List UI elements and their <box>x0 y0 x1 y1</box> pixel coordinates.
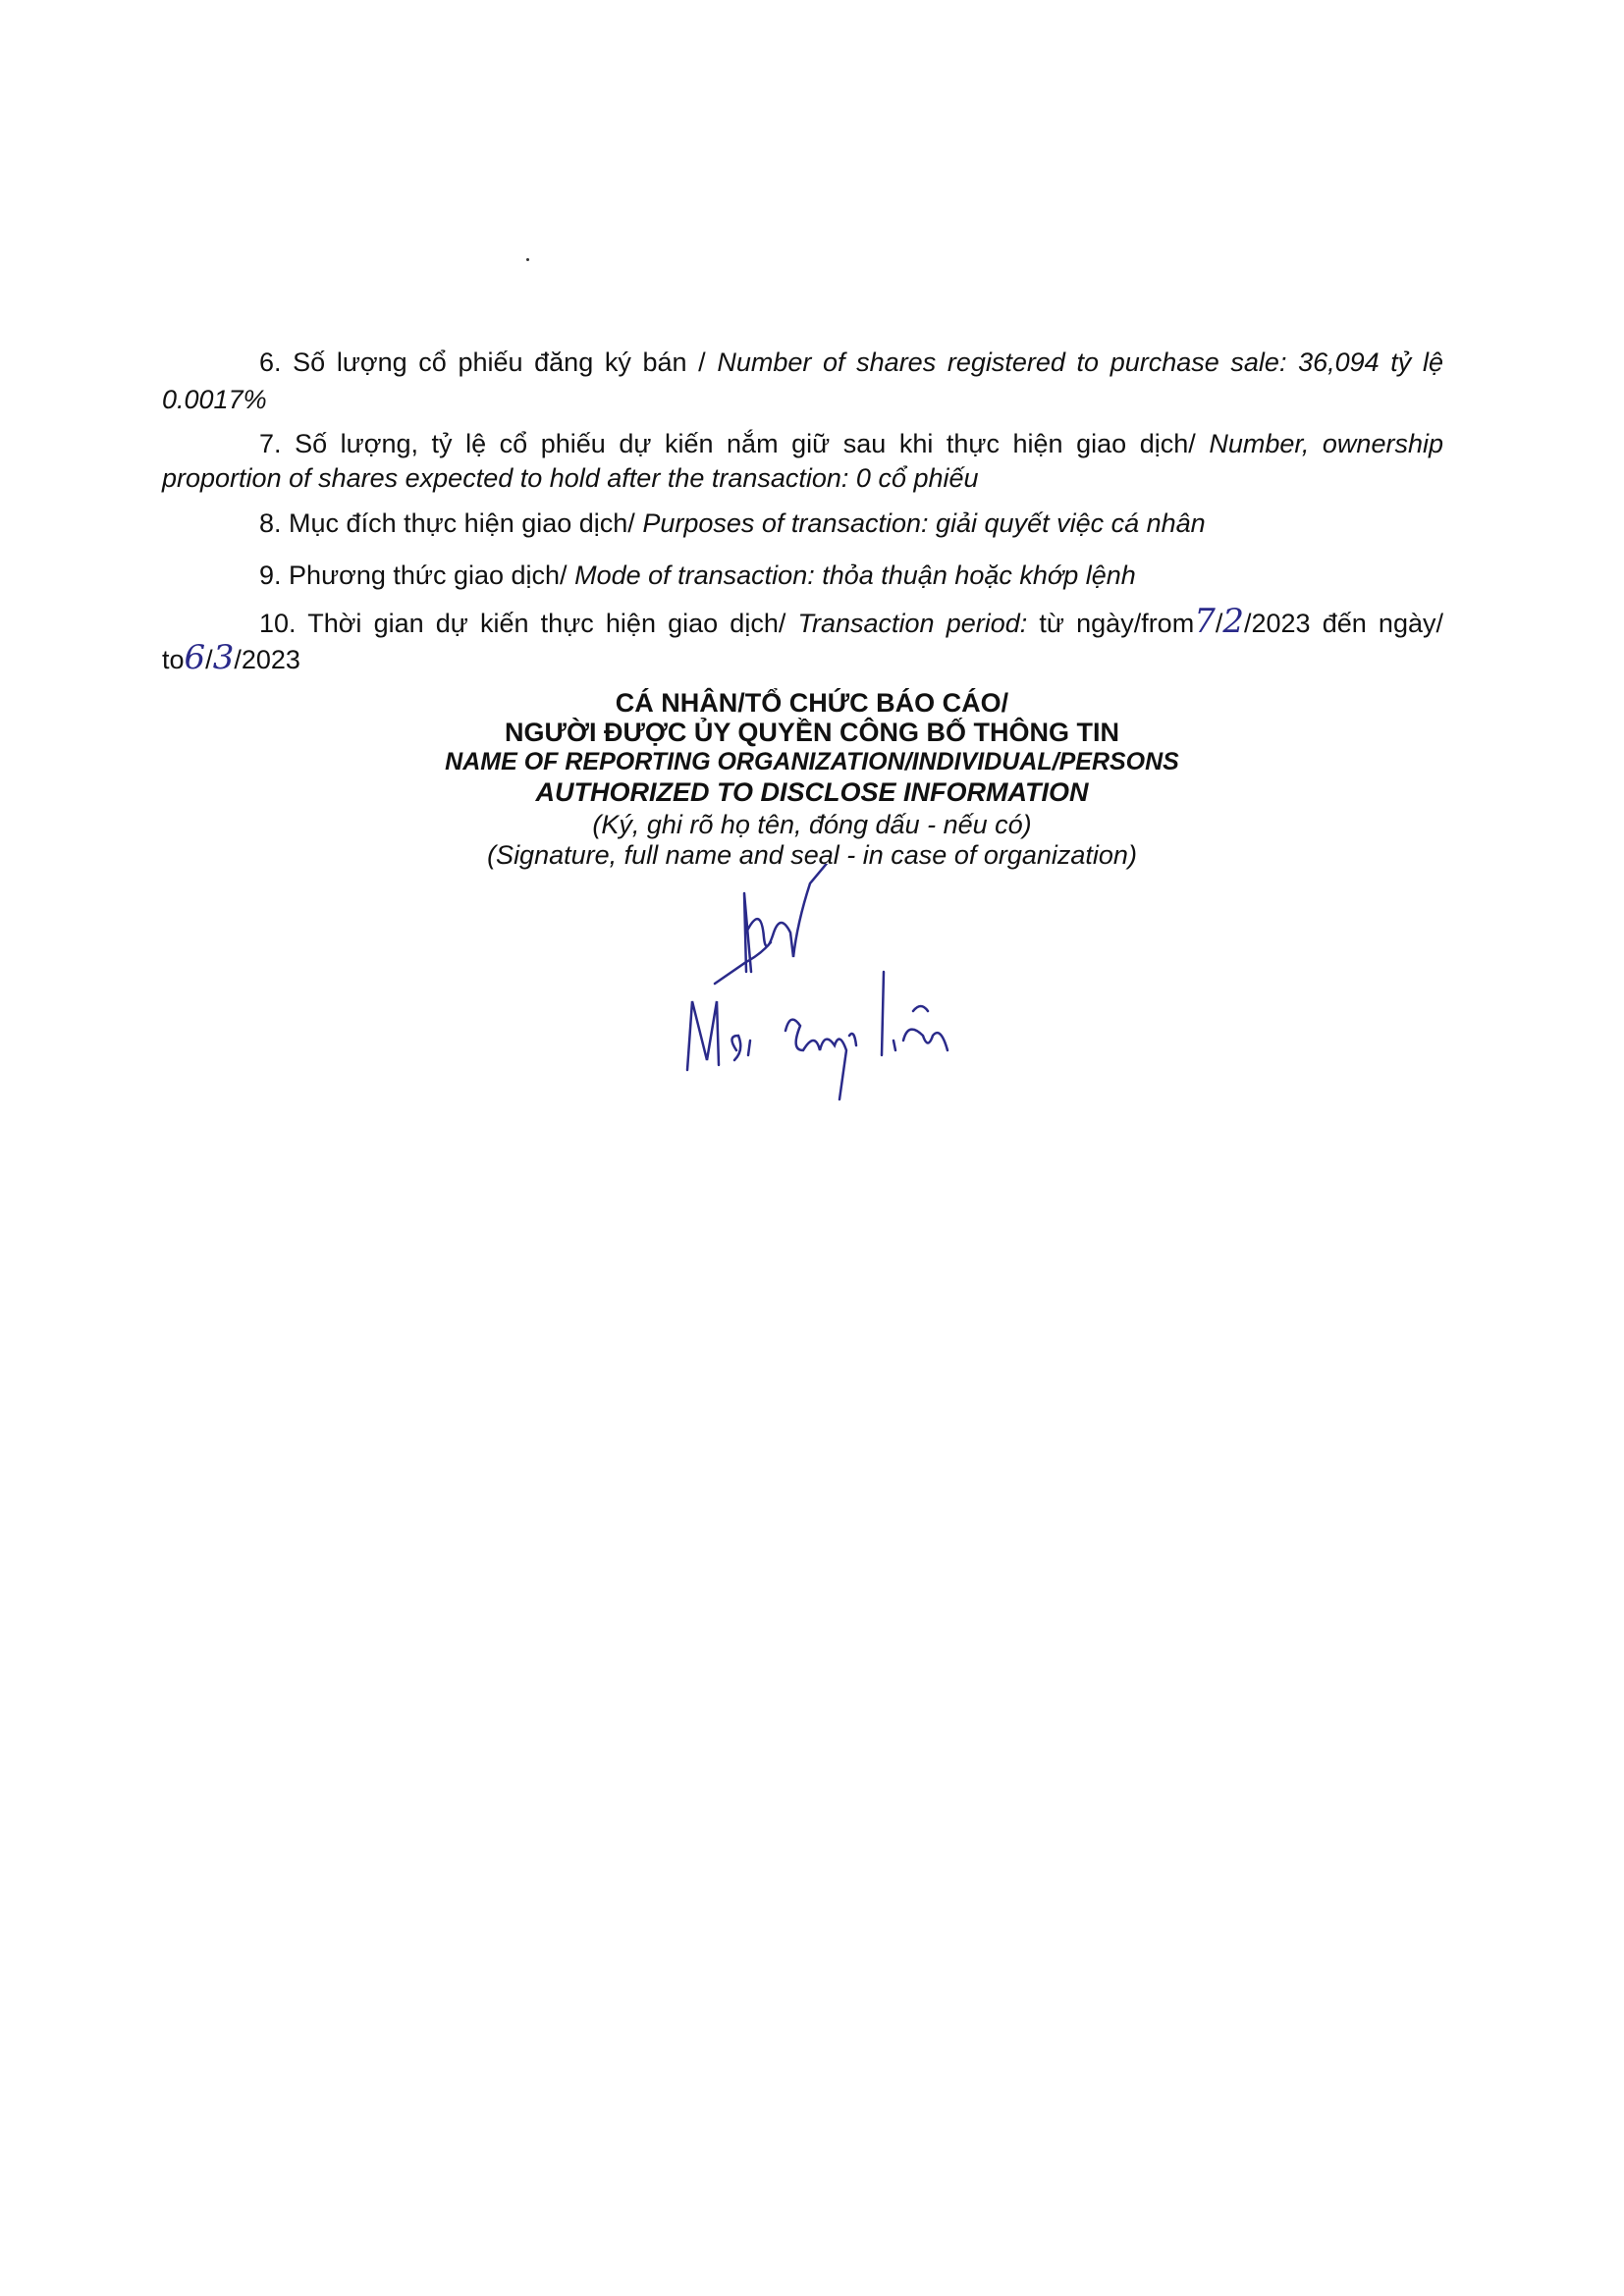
signature-heading-vi-1: CÁ NHÂN/TỔ CHỨC BÁO CÁO/ <box>615 688 1009 718</box>
item-en: Number of shares registered to purchase sale: 36,094 tỷ lệ <box>717 347 1443 377</box>
item-6-cont <box>162 384 267 415</box>
stray-dot <box>526 258 529 261</box>
item-vi: Số lượng, tỷ lệ cổ phiếu dự kiến nắm giữ sau khi thực hiện giao dịch/ <box>295 429 1196 458</box>
item-7-cont <box>162 462 979 494</box>
from-day-handwritten: 7 <box>1194 602 1216 641</box>
item-en: Number, ownership <box>1209 429 1443 458</box>
signature-heading-en-2: AUTHORIZED TO DISCLOSE INFORMATION <box>535 777 1089 807</box>
item-vi: Phương thức giao dịch/ <box>289 561 568 590</box>
signature-heading-en-1: NAME OF REPORTING ORGANIZATION/INDIVIDUAL/PERSONS <box>445 748 1179 775</box>
item-number: 9. <box>259 561 282 590</box>
signature-instruction-en: (Signature, full name and seal - in case of organization) <box>487 840 1137 870</box>
from-year: /2023 <box>1244 609 1311 638</box>
item-10-cont: to6/3/2023 <box>162 638 300 677</box>
item-number: 8. <box>259 508 282 538</box>
item-vi: Số lượng cổ phiếu đăng ký bán / <box>293 347 706 377</box>
item-number: 7. <box>259 429 282 458</box>
to-year: /2023 <box>234 645 300 674</box>
item-6 <box>259 347 1443 378</box>
item-en-cont: proportion of shares expected to hold after the transaction: 0 cổ phiếu <box>162 463 979 493</box>
item-en: Transaction period: <box>797 609 1028 638</box>
to-label-vi: đến ngày/ <box>1322 609 1443 638</box>
signature-instruction-vi: (Ký, ghi rõ họ tên, đóng dấu - nếu có) <box>592 810 1032 839</box>
to-month-handwritten: 3 <box>212 638 235 677</box>
item-7 <box>259 428 1443 459</box>
to-day-handwritten: 6 <box>184 638 206 677</box>
item-en: Purposes of transaction: giải quyết việc cá nhân <box>642 508 1206 538</box>
item-en-cont: 0.0017% <box>162 385 267 414</box>
item-number: 6. <box>259 347 282 377</box>
handwritten-signature <box>628 864 1041 1119</box>
from-label: từ ngày/from <box>1039 609 1195 638</box>
item-8 <box>259 507 1206 539</box>
item-number: 10. <box>259 609 297 638</box>
item-vi: Thời gian dự kiến thực hiện giao dịch/ <box>307 609 786 638</box>
item-vi: Mục đích thực hiện giao dịch/ <box>289 508 635 538</box>
to-label: to <box>162 645 185 674</box>
item-10: 10. Thời gian dự kiến thực hiện giao dịch/ Transaction period: từ ngày/from7/2/2023 đến ngày/ <box>259 602 1443 641</box>
item-9 <box>259 560 1136 591</box>
item-en: Mode of transaction: thỏa thuận hoặc khớp lệnh <box>574 561 1136 590</box>
from-month-handwritten: 2 <box>1222 602 1244 641</box>
signature-heading-vi-2: NGƯỜI ĐƯỢC ỦY QUYỀN CÔNG BỐ THÔNG TIN <box>505 718 1119 747</box>
